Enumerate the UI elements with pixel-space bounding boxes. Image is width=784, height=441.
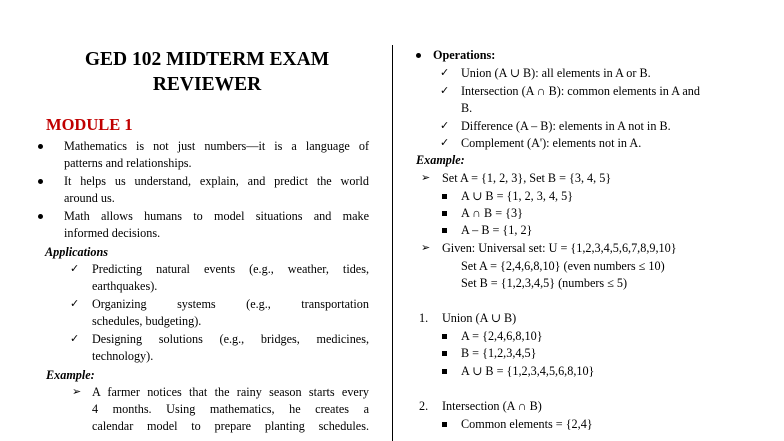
application-2-line2: schedules, budgeting). (92, 314, 202, 328)
operations-heading: Operations: (433, 48, 496, 62)
square-bullet-icon (442, 369, 447, 374)
application-2-line1: Organizing systems (e.g., transportation (92, 297, 369, 311)
bullet-1-line2: patterns and relationships. (64, 156, 192, 170)
bullet-3-line1: Math allows humans to model situations and make (64, 209, 369, 223)
application-3-line2: technology). (92, 349, 154, 363)
arrow-bullet-icon: ➢ (421, 242, 431, 254)
square-bullet-icon (442, 194, 447, 199)
union-item: B = {1,2,3,4,5} (461, 346, 537, 360)
example1-item: A ∪ B = {1, 2, 3, 4, 5} (461, 189, 574, 203)
check-icon: ✓ (70, 298, 80, 310)
arrow-bullet-icon: ➢ (72, 386, 82, 398)
example1-item: A ∩ B = {3} (461, 206, 523, 220)
square-bullet-icon (442, 334, 447, 339)
example-heading: Example: (46, 368, 95, 382)
union-heading: Union (A ∪ B) (442, 311, 517, 325)
example-line1: A farmer notices that the rainy season starts every (92, 385, 369, 399)
check-icon: ✓ (440, 67, 450, 79)
bullet-icon (38, 214, 43, 219)
example-line3: calendar model to prepare planting schedules. (92, 419, 369, 433)
module-heading: MODULE 1 (46, 115, 133, 134)
operation-intersection: Intersection (A ∩ B): common elements in A and (461, 84, 700, 98)
union-item: A ∪ B = {1,2,3,4,5,6,8,10} (461, 364, 595, 378)
bullet-3-line2: informed decisions. (64, 226, 161, 240)
application-3-line1: Designing solutions (e.g., bridges, medicines, (92, 332, 369, 346)
intersection-number: 2. (419, 399, 429, 413)
example2-line: Given: Universal set: U = {1,2,3,4,5,6,7,8,9,10} (442, 241, 677, 255)
square-bullet-icon (442, 228, 447, 233)
bullet-1-line1: Mathematics is not just numbers—it is a language of (64, 139, 369, 153)
operation-complement: Complement (A'): elements not in A. (461, 136, 642, 150)
check-icon: ✓ (70, 263, 80, 275)
page-title-line1: GED 102 MIDTERM EXAM (84, 49, 330, 70)
check-icon: ✓ (440, 85, 450, 97)
union-number: 1. (419, 311, 429, 325)
intersection-item: Common elements = {2,4} (461, 417, 593, 431)
check-icon: ✓ (440, 120, 450, 132)
square-bullet-icon (442, 211, 447, 216)
bullet-icon (38, 179, 43, 184)
intersection-heading: Intersection (A ∩ B) (442, 399, 542, 413)
square-bullet-icon (442, 351, 447, 356)
example1-item: A – B = {1, 2} (461, 223, 533, 237)
operation-intersection-cont: B. (461, 101, 473, 115)
example1-line: Set A = {1, 2, 3}, Set B = {3, 4, 5} (442, 171, 612, 185)
column-divider (392, 45, 393, 441)
bullet-2-line1: It helps us understand, explain, and predict the world (64, 174, 369, 188)
example-line2: 4 months. Using mathematics, he creates a (92, 402, 369, 416)
operation-union: Union (A ∪ B): all elements in A or B. (461, 66, 651, 80)
example2-set-a: Set A = {2,4,6,8,10} (even numbers ≤ 10) (461, 259, 665, 273)
application-1-line1: Predicting natural events (e.g., weather, tides, (92, 262, 369, 276)
bullet-2-line2: around us. (64, 191, 115, 205)
operation-difference: Difference (A – B): elements in A not in B. (461, 119, 671, 133)
applications-heading: Applications (45, 245, 108, 259)
application-1-line2: earthquakes). (92, 279, 158, 293)
bullet-icon (416, 53, 421, 58)
example2-set-b: Set B = {1,2,3,4,5} (numbers ≤ 5) (461, 276, 628, 290)
square-bullet-icon (442, 422, 447, 427)
check-icon: ✓ (70, 333, 80, 345)
arrow-bullet-icon: ➢ (421, 172, 431, 184)
check-icon: ✓ (440, 137, 450, 149)
page-title-line2: REVIEWER (152, 74, 262, 95)
union-item: A = {2,4,6,8,10} (461, 329, 543, 343)
example-heading-right: Example: (416, 153, 465, 167)
bullet-icon (38, 144, 43, 149)
